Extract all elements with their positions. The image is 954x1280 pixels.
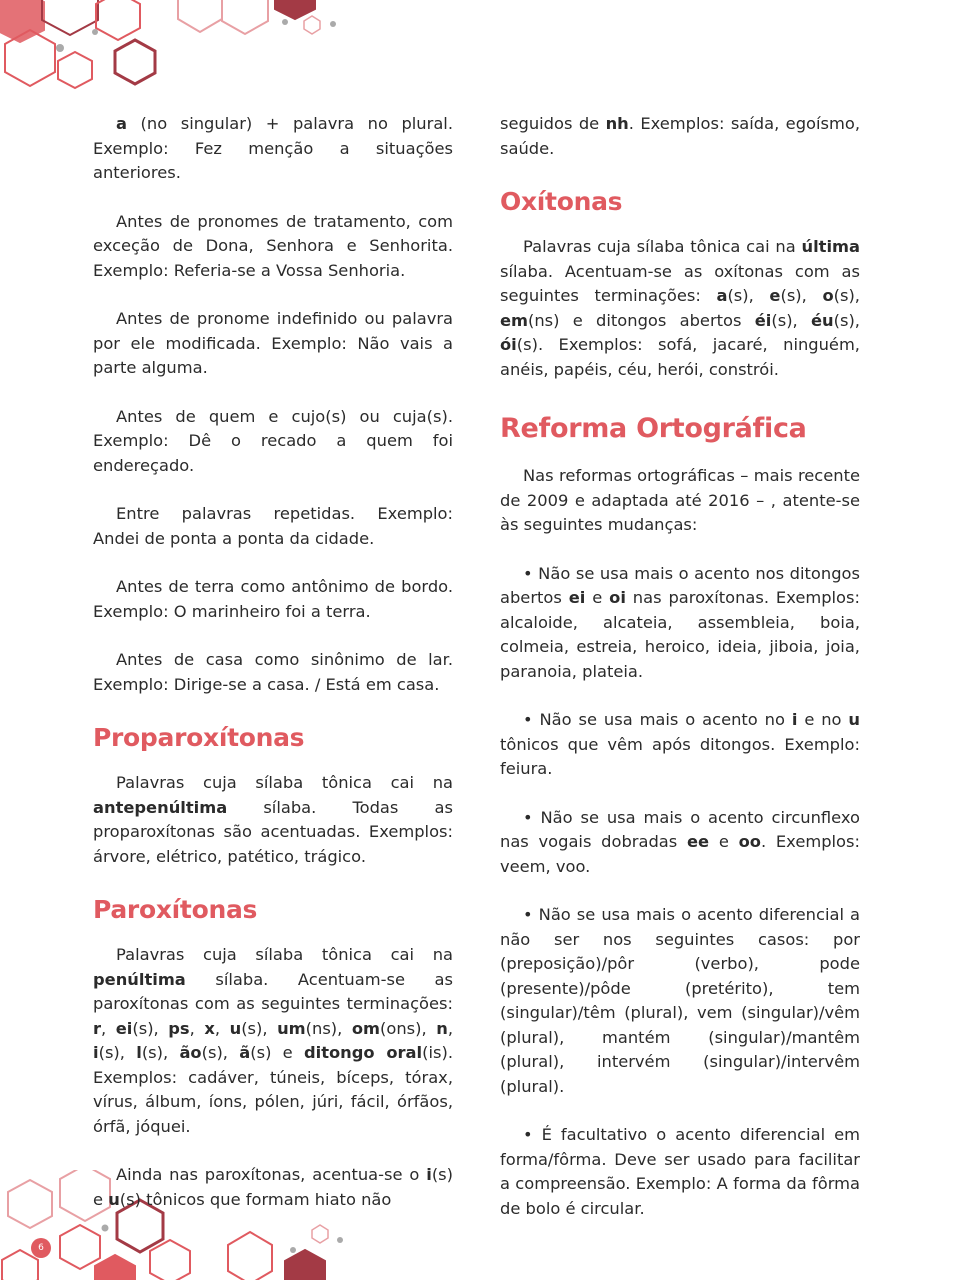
paragraph-pronomes-tratamento: Antes de pronomes de tratamento, com exceção de Dona, Senhora e Senhorita. Exemplo: Referia-se a Vossa Senhoria.	[93, 211, 453, 280]
paragraph-hiato: Ainda nas paroxítonas, acentua-se o i(s) e u(s) tônicos que formam hiato não	[93, 1165, 453, 1209]
bullet-circunflexo: • Não se usa mais o acento circunflexo nas vogais dobradas ee e oo. Exemplos: veem, voo.	[500, 807, 860, 876]
paragraph-terra: Antes de terra como antônimo de bordo. Exemplo: O marinheiro foi a terra.	[93, 577, 453, 621]
left-column	[93, 112, 453, 1236]
paragraph-proparoxitonas: Palavras cuja sílaba tônica cai na antepenúltima sílaba. Todas as proparoxítonas são acentuadas. Exemplos: árvore, elétrico, patético, trágico.	[93, 773, 453, 866]
paragraph-oxitonas: Palavras cuja sílaba tônica cai na última sílaba. Acentuam-se as oxítonas com as seguintes terminações: a(s), e(s), o(s), em(ns) e ditongos abertos éi(s), éu(s), ói(s). Exemplos: sofá, jacaré, ninguém, anéis, papéis, céu, herói, constrói.	[500, 237, 860, 379]
paragraph-reforma-intro: Nas reformas ortográficas – mais recente de 2009 e adaptada até 2016 – , atente-se às seguintes mudanças:	[500, 466, 860, 534]
heading-reforma-ortografica: Reforma Ortográfica	[500, 413, 807, 444]
heading-proparoxitonas: Proparoxítonas	[93, 723, 305, 752]
paragraph-casa: Antes de casa como sinônimo de lar. Exemplo: Dirige-se a casa. / Está em casa.	[93, 650, 453, 694]
heading-oxitonas: Oxítonas	[500, 187, 623, 216]
paragraph-palavras-repetidas: Entre palavras repetidas. Exemplo: Andei de ponta a ponta da cidade.	[93, 504, 453, 548]
paragraph-quem-cujo: Antes de quem e cujo(s) ou cuja(s). Exemplo: Dê o recado a quem foi endereçado.	[93, 406, 453, 475]
paragraph-paroxitonas: Palavras cuja sílaba tônica cai na penúltima sílaba. Acentuam-se as paroxítonas com as seguintes terminações: r, ei(s), ps, x, u(s), um(ns), om(ons), n, i(s), l(s), ão(s), ã(s) e ditongo oral(is). Exemplos: cadáver, túneis, bíceps, tórax, vírus, álbum, íons, pólen, júri, fácil, órfãos, órfã, jóquei.	[93, 945, 454, 1136]
heading-paroxitonas: Paroxítonas	[93, 895, 258, 924]
paragraph-hiato-continued: seguidos de nh. Exemplos: saída, egoísmo, saúde.	[500, 114, 860, 158]
bullet-diferencial: • Não se usa mais o acento diferencial a não ser nos seguintes casos: por (preposição)/pôr (verbo), pode (presente)/pôde (pretérito), tem (singular)/têm (plural), vem (singular)/vêm (plural), mantém (singular)/mantêm (plural), intervém (singular)/intervêm (plural).	[500, 905, 860, 1096]
right-column	[500, 112, 860, 1245]
bullet-forma: • É facultativo o acento diferencial em forma/fôrma. Deve ser usado para facilitar a compreensão. Exemplo: A forma da fôrma de bolo é circular.	[500, 1125, 860, 1218]
hexagon-decoration-top	[0, 0, 360, 95]
paragraph-pronome-indefinido: Antes de pronome indefinido ou palavra por ele modificada. Exemplo: Não vais a parte alguma.	[93, 309, 453, 377]
bullet-ditongos: • Não se usa mais o acento nos ditongos abertos ei e oi nas paroxítonas. Exemplos: alcaloide, alcateia, assembleia, boia, colmeia, estreia, heroico, ideia, jiboia, joia, paranoia, plateia.	[500, 563, 860, 681]
paragraph-singular-plural: a (no singular) + palavra no plural. Exemplo: Fez menção a situações anteriores.	[93, 114, 453, 182]
bullet-i-u: • Não se usa mais o acento no i e no u tônicos que vêm após ditongos. Exemplo: feiura.	[500, 710, 860, 778]
page-number: 6	[31, 1238, 51, 1258]
